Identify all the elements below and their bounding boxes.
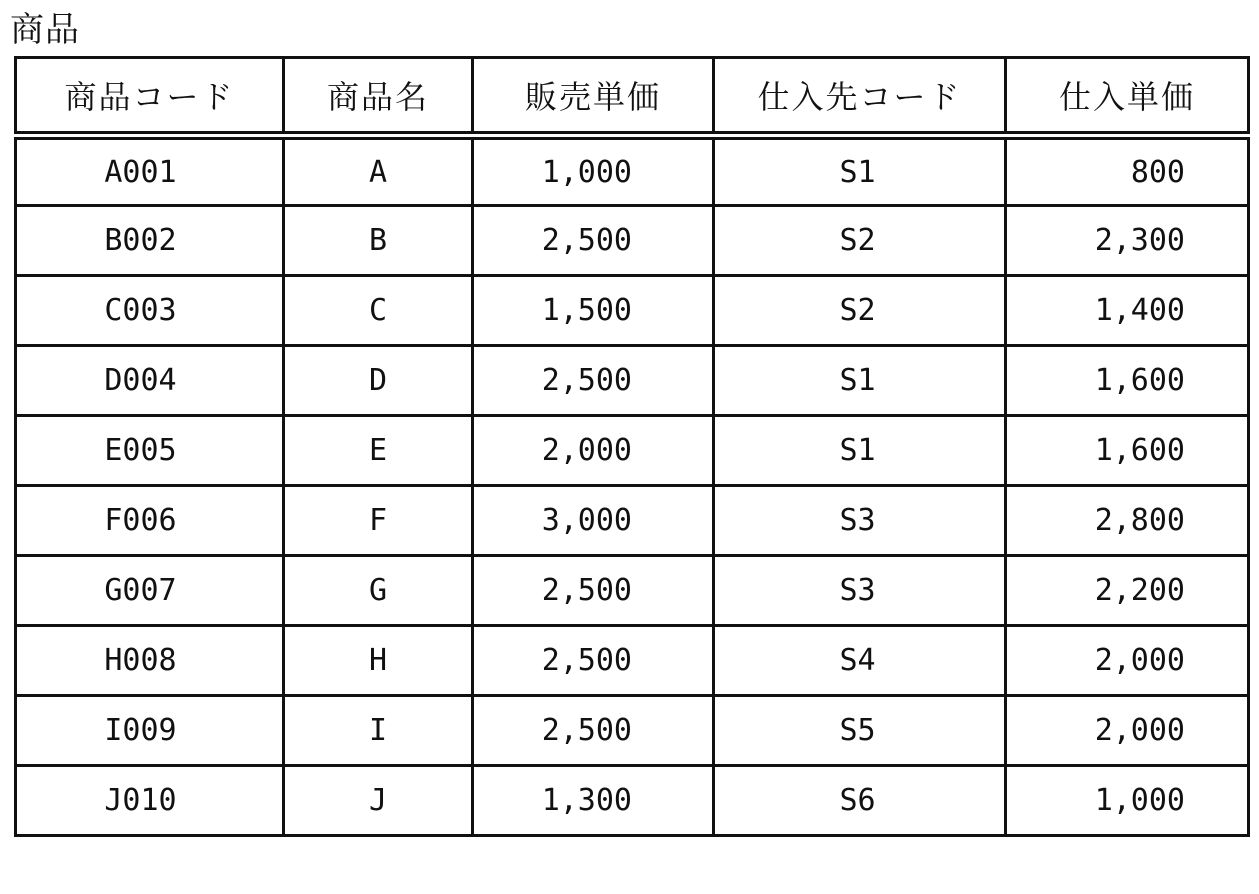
sale-price-cell: 2,500: [473, 556, 714, 626]
table-row: [16, 136, 1249, 206]
table-caption: 商品: [10, 10, 80, 50]
product-name-cell: D: [284, 346, 473, 416]
table-row: [16, 486, 1249, 556]
product-name-cell: E: [284, 416, 473, 486]
supplier-code-cell: S3: [714, 556, 1006, 626]
table-row: [16, 346, 1249, 416]
product-code-cell: I009: [16, 696, 284, 766]
product-name-cell: C: [284, 276, 473, 346]
purchase-price-cell: 2,300: [1006, 206, 1249, 276]
supplier-code-cell: S2: [714, 206, 1006, 276]
purchase-price-cell: 1,400: [1006, 276, 1249, 346]
sale-price-cell: 1,000: [473, 136, 714, 206]
product-code-cell: F006: [16, 486, 284, 556]
purchase-price-cell: 1,600: [1006, 416, 1249, 486]
product-code-cell: D004: [16, 346, 284, 416]
product-code-cell: A001: [16, 136, 284, 206]
product-name-cell: J: [284, 766, 473, 836]
purchase-price-cell: 1,600: [1006, 346, 1249, 416]
product-table: [14, 56, 1250, 837]
supplier-code-cell: S5: [714, 696, 1006, 766]
purchase-price-cell: 2,800: [1006, 486, 1249, 556]
product-name-cell: F: [284, 486, 473, 556]
table-row: [16, 696, 1249, 766]
table-row: [16, 206, 1249, 276]
purchase-price-cell: 2,200: [1006, 556, 1249, 626]
purchase-price-cell: 2,000: [1006, 626, 1249, 696]
product-code-cell: G007: [16, 556, 284, 626]
header-product-code: 商品コード: [16, 58, 284, 136]
header-sale-price: 販売単価: [473, 58, 714, 136]
table-row: [16, 416, 1249, 486]
purchase-price-cell: 1,000: [1006, 766, 1249, 836]
table-row: [16, 556, 1249, 626]
supplier-code-cell: S6: [714, 766, 1006, 836]
supplier-code-cell: S1: [714, 416, 1006, 486]
product-code-cell: B002: [16, 206, 284, 276]
header-row: [16, 58, 1249, 136]
table-body: [16, 136, 1249, 836]
purchase-price-cell: 800: [1006, 136, 1249, 206]
header-supplier-code: 仕入先コード: [714, 58, 1006, 136]
product-name-cell: B: [284, 206, 473, 276]
purchase-price-cell: 2,000: [1006, 696, 1249, 766]
product-name-cell: G: [284, 556, 473, 626]
table-row: [16, 626, 1249, 696]
product-code-cell: C003: [16, 276, 284, 346]
header-purchase-price: 仕入単価: [1006, 58, 1249, 136]
product-name-cell: A: [284, 136, 473, 206]
sale-price-cell: 3,000: [473, 486, 714, 556]
product-code-cell: H008: [16, 626, 284, 696]
product-name-cell: I: [284, 696, 473, 766]
table-row: [16, 766, 1249, 836]
sale-price-cell: 2,500: [473, 696, 714, 766]
header-product-name: 商品名: [284, 58, 473, 136]
sale-price-cell: 1,300: [473, 766, 714, 836]
sale-price-cell: 2,500: [473, 626, 714, 696]
table-row: [16, 276, 1249, 346]
product-name-cell: H: [284, 626, 473, 696]
sale-price-cell: 2,500: [473, 346, 714, 416]
sale-price-cell: 1,500: [473, 276, 714, 346]
supplier-code-cell: S3: [714, 486, 1006, 556]
supplier-code-cell: S1: [714, 346, 1006, 416]
product-code-cell: J010: [16, 766, 284, 836]
supplier-code-cell: S2: [714, 276, 1006, 346]
product-code-cell: E005: [16, 416, 284, 486]
sale-price-cell: 2,500: [473, 206, 714, 276]
sale-price-cell: 2,000: [473, 416, 714, 486]
supplier-code-cell: S4: [714, 626, 1006, 696]
supplier-code-cell: S1: [714, 136, 1006, 206]
